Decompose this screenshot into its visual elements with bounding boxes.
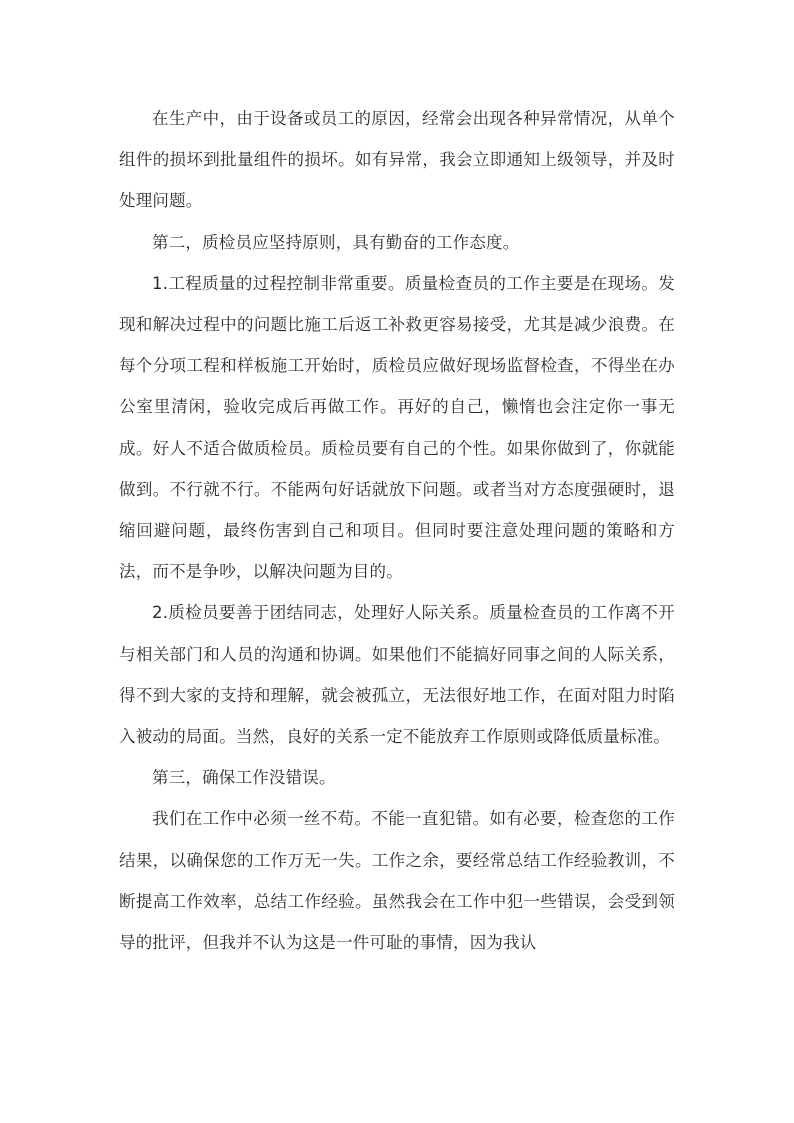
paragraph-1: 在生产中，由于设备或员工的原因，经常会出现各种异常情况，从单个组件的损坏到批量组件的损坏。如有异常，我会立即通知上级领导，并及时处理问题。 [119, 109, 675, 211]
paragraph-4: 2.质检员要善于团结同志，处理好人际关系。质量检查员的工作离不开与相关部门和人员的沟通和协调。如果他们不能搞好同事之间的人际关系，得不到大家的支持和理解，就会被孤立，无法很好地工作，在面对阻力时陷入被动的局面。当然，良好的关系一定不能放弃工作原则或降低质量标准。 [119, 603, 675, 747]
paragraph-3: 1.工程质量的过程控制非常重要。质量检查员的工作主要是在现场。发现和解决过程中的问题比施工后返工补救更容易接受，尤其是减少浪费。在每个分项工程和样板施工开始时，质检员应做好现场监督检查，不得坐在办公室里清闲，验收完成后再做工作。再好的自己，懒惰也会注定你一事无成。好人不适合做质检员。质检员要有自己的个性。如果你做到了，你就能做到。不行就不行。不能两句好话就放下问题。或者当对方态度强硬时，退缩回避问题，最终伤害到自己和项目。但同时要注意处理问题的策略和方法，而不是争吵，以解决问题为目的。 [119, 273, 675, 582]
document-body [119, 98, 675, 963]
paragraph-5-heading: 第三，确保工作没错误。 [152, 768, 336, 788]
paragraph-6: 我们在工作中必须一丝不苟。不能一直犯错。如有必要，检查您的工作结果，以确保您的工作万无一失。工作之余，要经常总结工作经验教训，不断提高工作效率，总结工作经验。虽然我会在工作中犯一些错误，会受到领导的批评，但我并不认为这是一件可耻的事情，因为我认 [119, 809, 675, 953]
paragraph-2-heading: 第二，质检员应坚持原则，具有勤奋的工作态度。 [152, 232, 520, 252]
